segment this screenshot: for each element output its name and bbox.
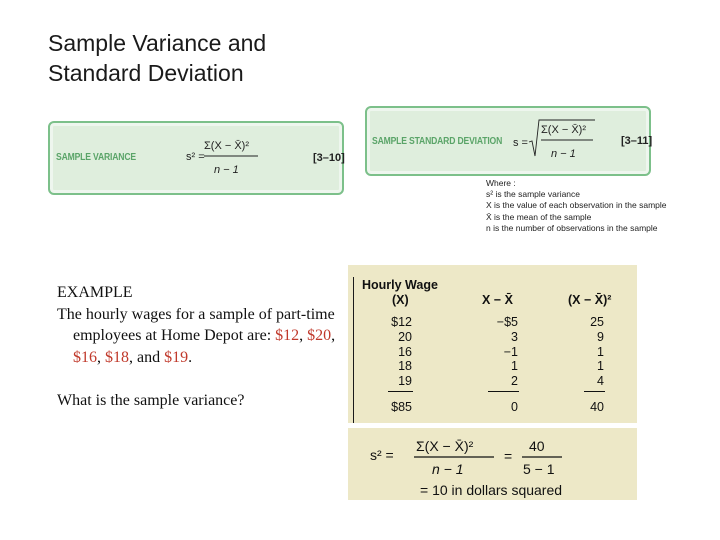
- table-cell: 1: [511, 359, 518, 374]
- table-cell: 25: [590, 315, 604, 329]
- std-dev-lhs: s =: [513, 137, 528, 149]
- wage-value: $18: [105, 348, 129, 366]
- table-cell: 3: [511, 329, 518, 344]
- where-heading: Where :: [486, 178, 516, 188]
- example-intro: The hourly wages for a sample of part-time employees at Home Depot are:: [57, 305, 335, 345]
- total-squared-deviation: 40: [590, 400, 604, 414]
- sum-underline: [584, 391, 605, 392]
- sample-std-dev-label: SAMPLE STANDARD DEVIATION: [372, 136, 503, 147]
- column-squared-deviation: [558, 315, 604, 389]
- sample-std-dev-box: [365, 106, 651, 176]
- calculation-formula: [348, 428, 637, 500]
- wage-value: $16: [73, 348, 97, 366]
- calc-num-value: 40: [529, 438, 545, 454]
- where-list: [486, 178, 667, 234]
- table-left-rule: [353, 277, 354, 423]
- table-cell: 4: [597, 374, 604, 389]
- std-dev-equation-number: [3–11]: [621, 135, 653, 147]
- example-question: What is the sample variance?: [57, 392, 245, 410]
- where-item: s² is the sample variance: [486, 189, 581, 200]
- std-dev-numerator: Σ(X − X̄)²: [541, 124, 586, 136]
- example-block: [57, 282, 339, 412]
- table-cell: $12: [391, 315, 412, 329]
- calc-denominator: n − 1: [432, 461, 464, 477]
- calc-den-value: 5 − 1: [523, 461, 555, 477]
- total-deviation: 0: [511, 400, 518, 414]
- header-hourly-wage: Hourly Wage: [362, 278, 438, 292]
- sample-std-dev-formula: [511, 112, 597, 170]
- sample-variance-label: SAMPLE VARIANCE: [56, 152, 136, 163]
- variance-numerator: Σ(X − X̄)²: [204, 140, 249, 152]
- table-cell: −$5: [496, 315, 518, 329]
- table-cell: 1: [597, 344, 604, 359]
- wage-value: $12: [275, 327, 300, 345]
- title-line-2: Standard Deviation: [48, 60, 244, 86]
- header-squared-deviation: (X − X̄)²: [568, 293, 612, 307]
- table-cell: 16: [398, 344, 412, 359]
- where-item: X̄ is the mean of the sample: [486, 211, 592, 222]
- variance-calculation: [348, 428, 637, 500]
- table-cell: 1: [597, 359, 604, 374]
- where-item: X is the value of each observation in the sample: [486, 200, 667, 211]
- table-cell: 2: [511, 374, 518, 389]
- variance-lhs: s² =: [186, 151, 205, 163]
- calc-lhs: s² =: [370, 447, 394, 463]
- calc-equals: =: [504, 448, 513, 464]
- sample-variance-formula: [182, 129, 262, 189]
- calc-numerator: Σ(X − X̄)²: [416, 438, 474, 454]
- wage-table: [348, 265, 637, 423]
- table-cell: 20: [398, 329, 412, 344]
- table-cell: 9: [597, 329, 604, 344]
- sum-underline: [388, 391, 413, 392]
- title-line-1: Sample Variance and: [48, 30, 267, 56]
- wage-value: $19: [164, 348, 189, 366]
- header-x: (X): [392, 293, 409, 307]
- example-text: The hourly wages for a sample of part-time employees at Home Depot are: $12, $20, $16, $18, and $19.: [57, 305, 336, 366]
- header-deviation: X − X̄: [482, 293, 513, 307]
- column-wage: [362, 315, 412, 389]
- table-cell: 19: [398, 374, 412, 389]
- table-cell: −1: [503, 344, 518, 359]
- example-heading: EXAMPLE: [57, 284, 133, 301]
- sum-underline: [488, 391, 519, 392]
- slide-title: [48, 28, 266, 88]
- variance-equation-number: [3–10]: [313, 152, 345, 164]
- calc-result: = 10 in dollars squared: [420, 482, 563, 498]
- column-deviation: [458, 315, 518, 389]
- variance-denominator: n − 1: [214, 164, 239, 176]
- table-cell: 18: [398, 359, 412, 374]
- sample-variance-box: [48, 121, 344, 195]
- wage-value: $20: [307, 327, 332, 345]
- total-wage: $85: [391, 400, 412, 414]
- where-item: n is the number of observations in the sample: [486, 222, 658, 233]
- std-dev-denominator: n − 1: [551, 148, 576, 160]
